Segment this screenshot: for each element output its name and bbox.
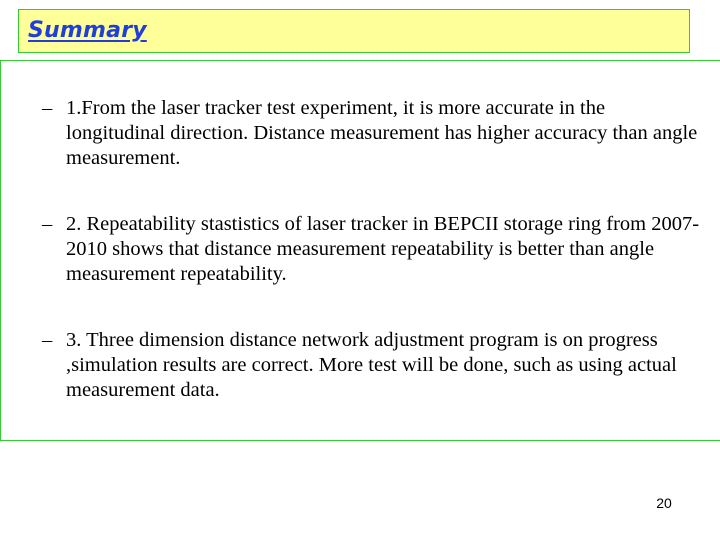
title-box (18, 9, 690, 53)
bullet-item-3 (42, 328, 706, 403)
page-number: 20 (656, 495, 672, 511)
bullet-dash-2: – (42, 213, 53, 235)
bullet-item-2 (42, 212, 706, 287)
slide-title: Summary (28, 18, 147, 43)
bullet-dash-3: – (42, 329, 53, 351)
bullet-text-1: 1.From the laser tracker test experiment, it is more accurate in the longitudinal direction. Distance measurement has higher accuracy than angle measurement. (66, 97, 698, 169)
bullet-dash-1: – (42, 97, 53, 119)
bullet-item-1 (42, 96, 706, 171)
bullet-text-3: 3. Three dimension distance network adjustment program is on progress ,simulation results are correct. More test will be done, such as using actual measurement data. (66, 329, 677, 401)
bullet-text-2: 2. Repeatability stastistics of laser tracker in BEPCII storage ring from 2007-2010 shows that distance measurement repeatability is better than angle measurement repeatability. (66, 213, 700, 285)
